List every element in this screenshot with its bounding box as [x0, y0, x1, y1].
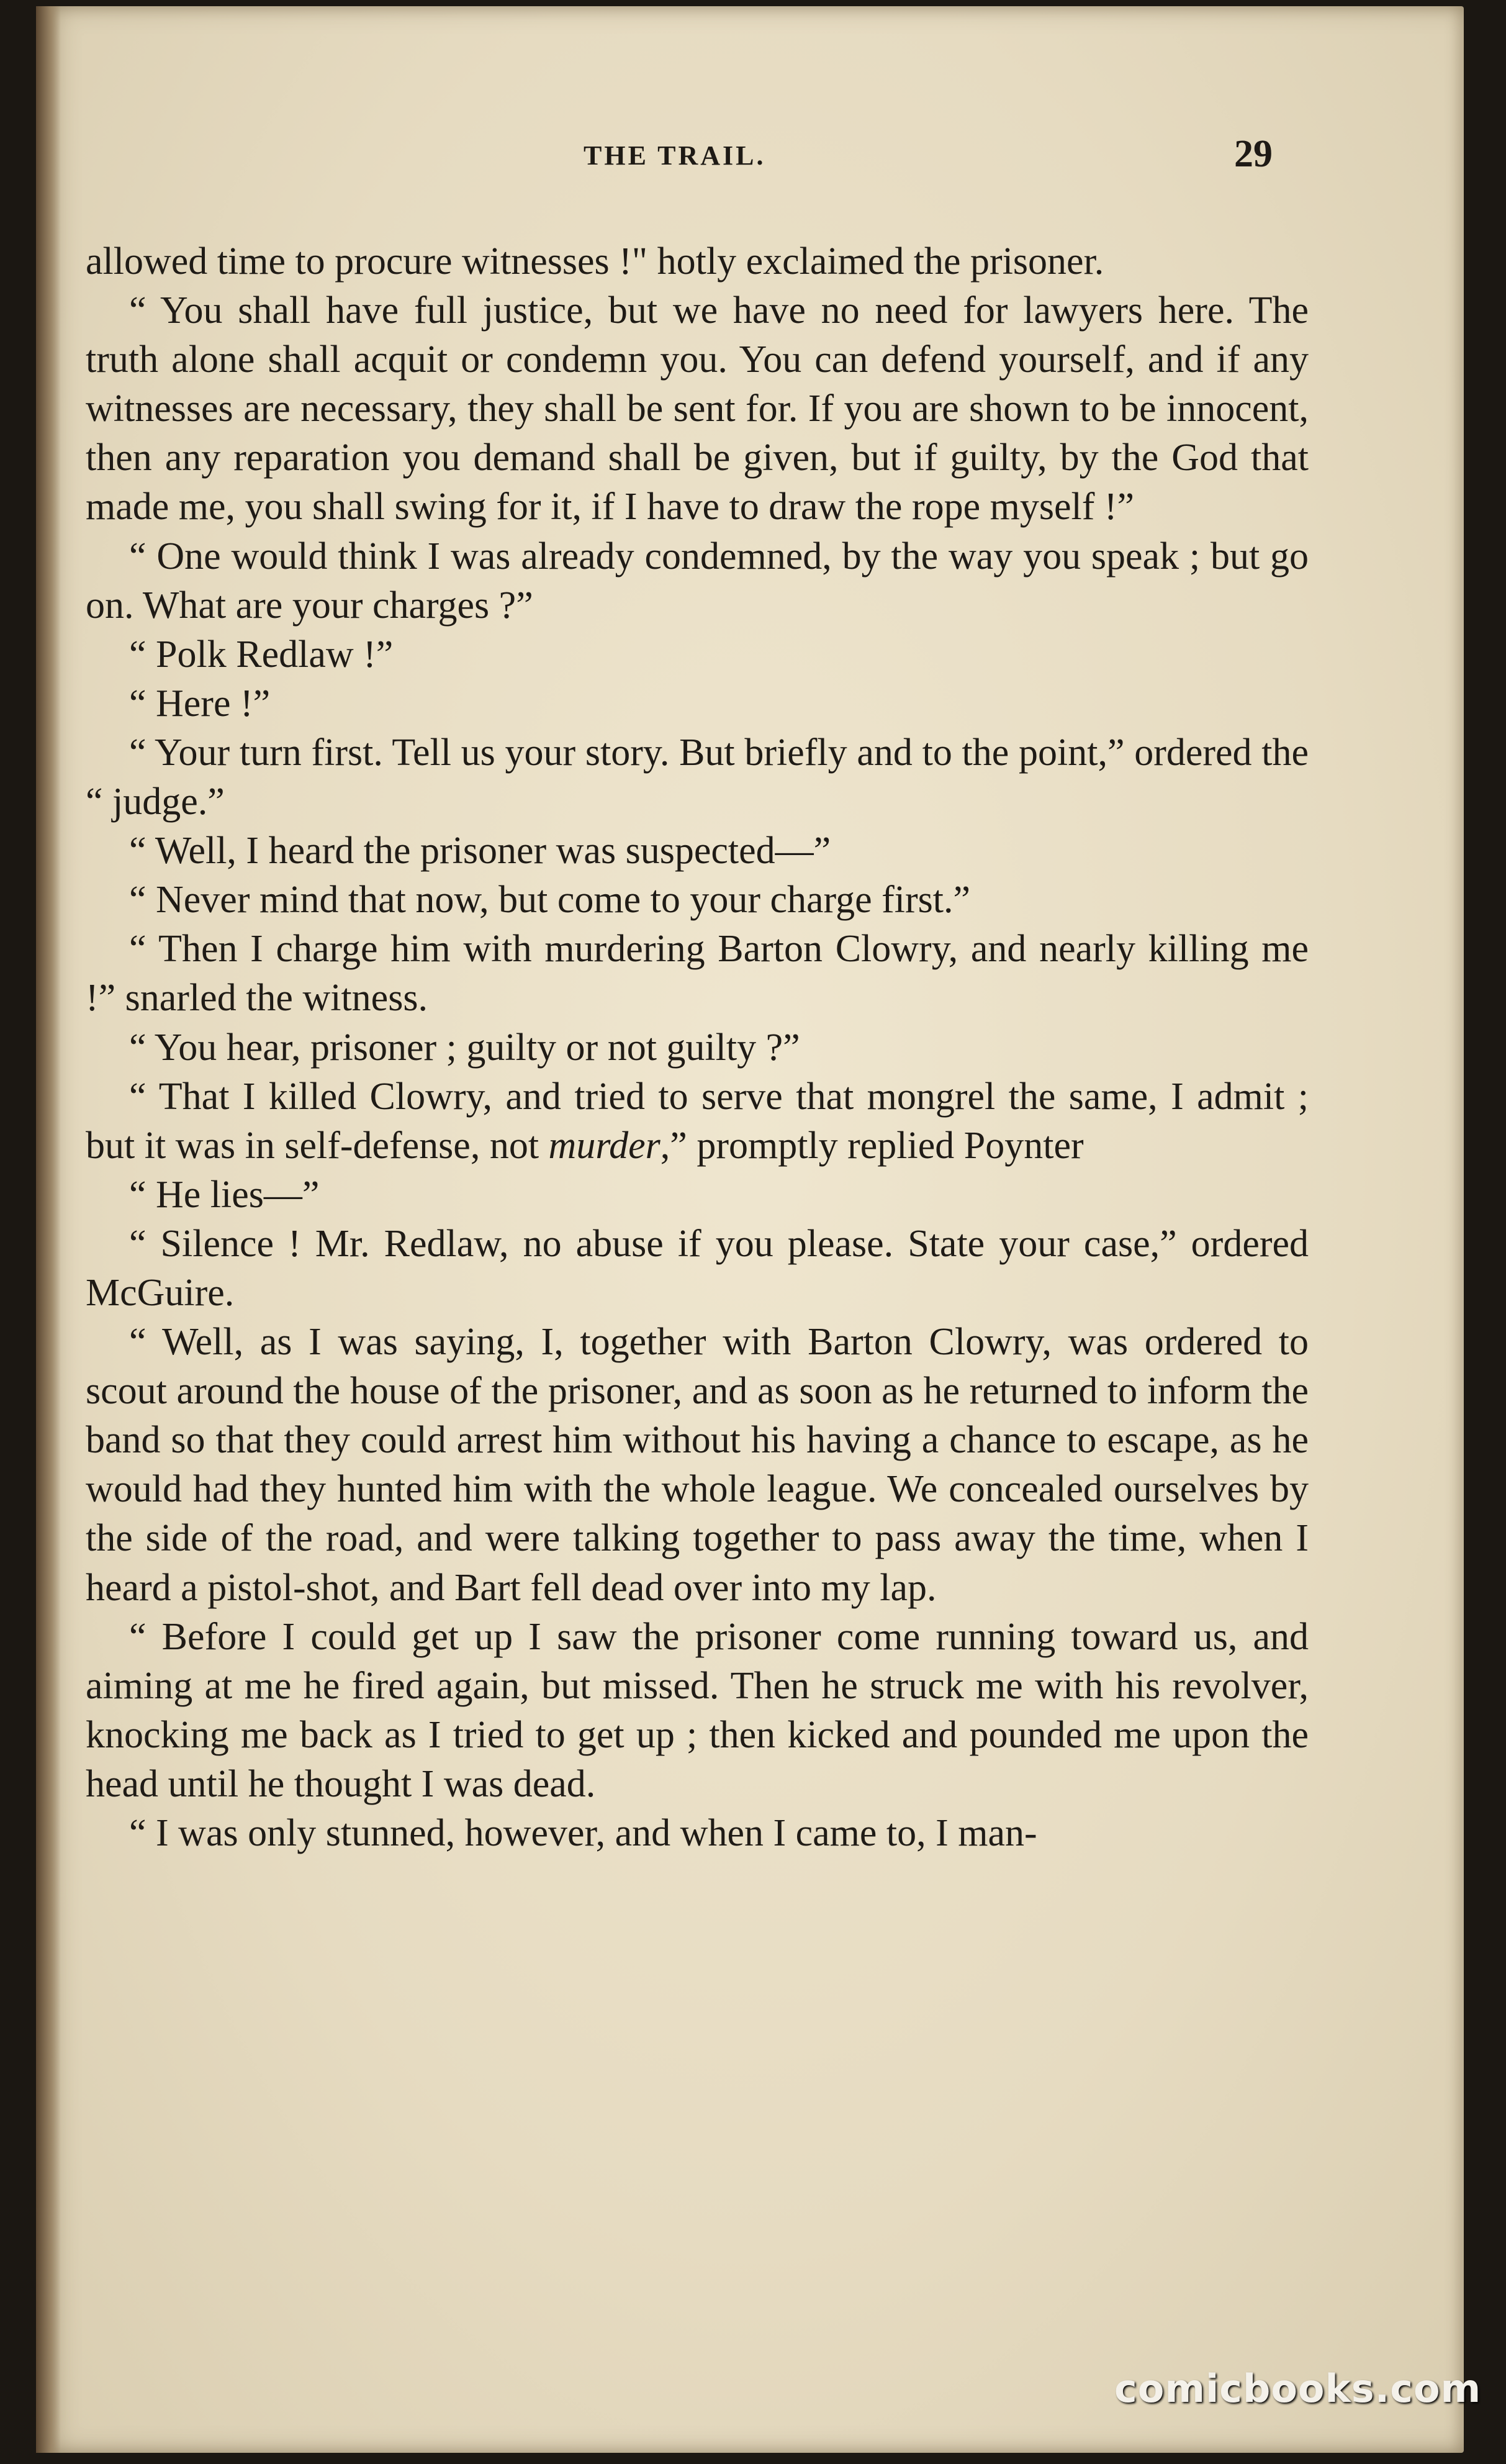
paragraph: “ Well, as I was saying, I, together with Barton Clowry, was ordered to scout around the house of the prisoner, and as soon as he returned to inform the band so that they could arrest him without his having a chance to escape, as he would had they hunted him with the whole league. We concealed ourselves by the side of the road, and were talking together to pass away the time, when I heard a pistol-shot, and Bart fell dead over into my lap. [86, 1321, 1309, 1609]
paragraph: “ Silence ! Mr. Redlaw, no abuse if you please. State your case,” ordered McGuire. [86, 1222, 1309, 1314]
paragraph: “ You shall have full justice, but we have no need for lawyers here. The truth alone shall acquit or condemn you. You can defend yourself, and if any witnesses are necessary, they shall be sent for. If you are shown to be innocent, then any reparation you demand shall be given, but if guilty, by the God that made me, you shall swing for it, if I have to draw the rope myself !” [86, 289, 1309, 528]
page-number: 29 [1234, 133, 1273, 175]
paragraph: “ Here !” [129, 682, 271, 725]
paragraph: “ You hear, prisoner ; guilty or not guilty ?” [129, 1026, 800, 1069]
paragraph-text: ,” promptly replied Poynter [660, 1124, 1084, 1167]
watermark: comicbooks.com [1114, 2366, 1482, 2411]
paragraph: “ Your turn first. Tell us your story. But briefly and to the point,” ordered the “ judge.” [86, 731, 1309, 823]
running-head: THE TRAIL. [584, 140, 766, 171]
page-gutter-shadow [36, 6, 61, 2453]
paragraph: “ Before I could get up I saw the prisoner come running toward us, and aiming at me he fired again, but missed. Then he struck me with his revolver, knocking me back as I tried to get up ; then kicked and pounded me upon the head until he thought I was dead. [86, 1615, 1309, 1805]
paragraph: “ Well, I heard the prisoner was suspected—” [129, 830, 831, 872]
page-header [36, 133, 1464, 189]
body-text [86, 237, 1309, 1858]
paragraph: “ One would think I was already condemned, by the way you speak ; but go on. What are your charges ?” [86, 535, 1309, 627]
paragraph [86, 1072, 1309, 1171]
paragraph: “ I was only stunned, however, and when I came to, I man- [129, 1812, 1037, 1854]
emphasized-word: murder [548, 1124, 661, 1167]
paragraph: allowed time to procure witnesses !" hotly exclaimed the prisoner. [86, 240, 1104, 283]
paragraph: “ He lies—” [129, 1173, 320, 1216]
paragraph: “ Then I charge him with murdering Barton Clowry, and nearly killing me !” snarled the witness. [86, 928, 1309, 1020]
paragraph: “ Never mind that now, but come to your charge first.” [129, 879, 970, 922]
paragraph-text: “ That I killed Clowry, and tried to serve that mongrel the same, I admit ; but it was in self-defense, not [86, 1075, 1309, 1167]
book-page [36, 6, 1464, 2453]
paragraph: “ Polk Redlaw !” [129, 633, 394, 676]
